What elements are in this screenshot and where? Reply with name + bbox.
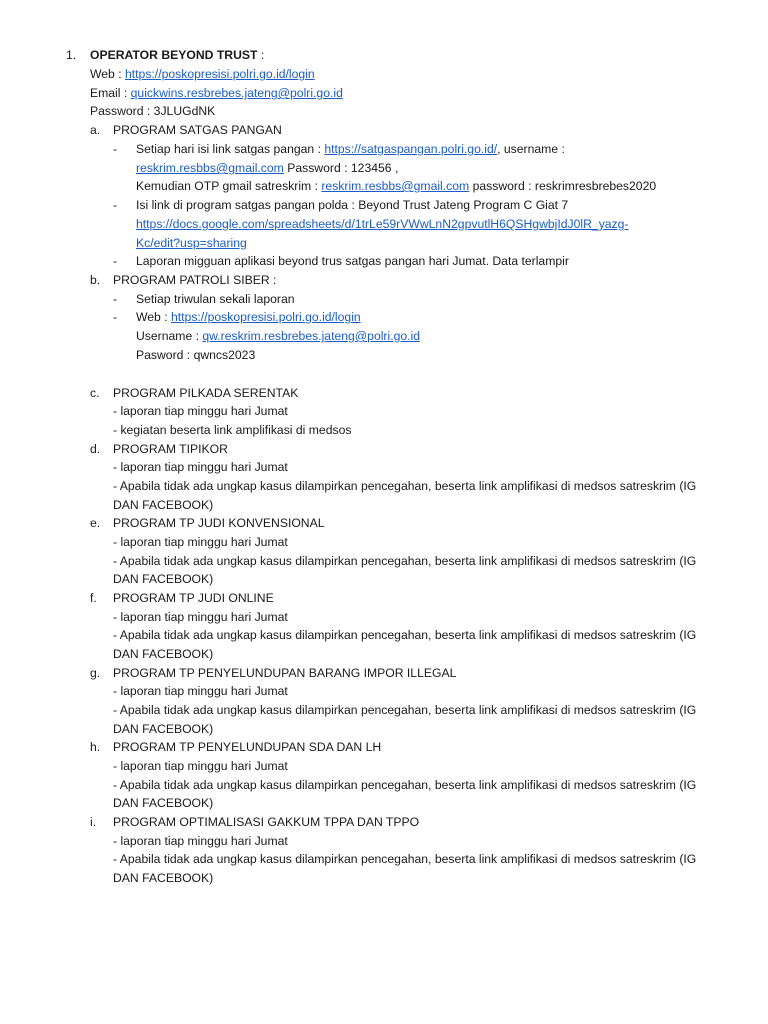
section-i-title: PROGRAM OPTIMALISASI GAKKUM TPPA DAN TPPO	[113, 815, 420, 829]
program-line: - Apabila tidak ada ungkap kasus dilampirkan pencegahan, beserta link amplifikasi di medsos satreskrim (IG	[113, 852, 697, 866]
username-label: Username :	[136, 329, 203, 343]
program-line: - laporan tiap minggu hari Jumat	[113, 535, 288, 549]
spreadsheet-link[interactable]: https://docs.google.com/spreadsheets/d/1trLe59rVWwLnN2gpvutlH6QSHgwbjIdJ0lR_yazg-	[136, 217, 629, 231]
section-c-line: - kegiatan beserta link amplifikasi di medsos	[113, 423, 352, 437]
operator-web-link[interactable]: https://poskopresisi.polri.go.id/login	[125, 67, 315, 81]
triwulan-text: Setiap triwulan sekali laporan	[136, 292, 295, 306]
operator-heading	[90, 46, 264, 64]
satgas-link-prefix: Setiap hari isi link satgas pangan :	[136, 142, 325, 156]
program-line: - Apabila tidak ada ungkap kasus dilampirkan pencegahan, beserta link amplifikasi di medsos satreskrim (IG	[113, 479, 697, 493]
operator-email-link[interactable]: quickwins.resbrebes.jateng@polri.go.id	[130, 86, 343, 100]
otp-prefix: Kemudian OTP gmail satreskrim :	[136, 179, 322, 193]
spreadsheet-link-continued[interactable]: Kc/edit?usp=sharing	[136, 236, 247, 250]
program-line: DAN FACEBOOK)	[113, 647, 214, 661]
program-line: - laporan tiap minggu hari Jumat	[113, 684, 288, 698]
satgas-username-link[interactable]: reskrim.resbbs@gmail.com	[136, 161, 284, 175]
otp-password-text: password : reskrimresbrebes2020	[469, 179, 657, 193]
bullet-dash: -	[113, 310, 118, 324]
section-d-title: PROGRAM TIPIKOR	[113, 442, 228, 456]
operator-password-line: Password : 3JLUGdNK	[90, 104, 216, 118]
list-number: 1.	[66, 48, 77, 62]
operator-title-suffix: :	[257, 48, 265, 62]
program-line: - laporan tiap minggu hari Jumat	[113, 834, 288, 848]
list-letter: e.	[90, 516, 101, 530]
section-c-line: - laporan tiap minggu hari Jumat	[113, 404, 288, 418]
satgas-link-line	[136, 140, 565, 158]
program-line: DAN FACEBOOK)	[113, 871, 214, 885]
polda-program-text: Isi link di program satgas pangan polda : Beyond Trust Jateng Program C Giat 7	[136, 198, 569, 212]
satgas-otp-line	[136, 177, 656, 195]
satgas-pangan-link[interactable]: https://satgaspangan.polri.go.id/	[324, 142, 498, 156]
section-c-title: PROGRAM PILKADA SERENTAK	[113, 386, 299, 400]
list-letter: a.	[90, 123, 101, 137]
list-letter: g.	[90, 666, 101, 680]
section-b-title: PROGRAM PATROLI SIBER :	[113, 273, 277, 287]
satgas-password-text: Password : 123456 ,	[283, 161, 399, 175]
section-h-title: PROGRAM TP PENYELUNDUPAN SDA DAN LH	[113, 740, 382, 754]
section-e-title: PROGRAM TP JUDI KONVENSIONAL	[113, 516, 325, 530]
program-line: DAN FACEBOOK)	[113, 796, 214, 810]
program-line: - Apabila tidak ada ungkap kasus dilampirkan pencegahan, beserta link amplifikasi di medsos satreskrim (IG	[113, 554, 697, 568]
program-line: - laporan tiap minggu hari Jumat	[113, 759, 288, 773]
bullet-dash: -	[113, 292, 118, 306]
patroli-password-line: Pasword : qwncs2023	[136, 348, 256, 362]
program-line: - laporan tiap minggu hari Jumat	[113, 610, 288, 624]
bullet-dash: -	[113, 198, 118, 212]
patroli-username-link[interactable]: qw.reskrim.resbrebes.jateng@polri.go.id	[202, 329, 421, 343]
operator-title: OPERATOR BEYOND TRUST	[90, 48, 258, 62]
program-line: DAN FACEBOOK)	[113, 498, 214, 512]
program-line: DAN FACEBOOK)	[113, 572, 214, 586]
patroli-web-line	[136, 308, 361, 326]
operator-email-line	[90, 84, 343, 102]
web-label: Web :	[90, 67, 125, 81]
list-letter: h.	[90, 740, 101, 754]
section-a-title: PROGRAM SATGAS PANGAN	[113, 123, 282, 137]
section-f-title: PROGRAM TP JUDI ONLINE	[113, 591, 274, 605]
web-label: Web :	[136, 310, 171, 324]
bullet-dash: -	[113, 254, 118, 268]
program-line: - Apabila tidak ada ungkap kasus dilampirkan pencegahan, beserta link amplifikasi di medsos satreskrim (IG	[113, 628, 697, 642]
patroli-web-link[interactable]: https://poskopresisi.polri.go.id/login	[171, 310, 361, 324]
list-letter: b.	[90, 273, 101, 287]
program-line: DAN FACEBOOK)	[113, 722, 214, 736]
list-letter: c.	[90, 386, 100, 400]
bullet-dash: -	[113, 142, 118, 156]
program-line: - Apabila tidak ada ungkap kasus dilampirkan pencegahan, beserta link amplifikasi di medsos satreskrim (IG	[113, 703, 697, 717]
list-letter: f.	[90, 591, 97, 605]
otp-email-link[interactable]: reskrim.resbbs@gmail.com	[321, 179, 470, 193]
list-letter: d.	[90, 442, 101, 456]
patroli-username-line	[136, 327, 420, 345]
program-line: - laporan tiap minggu hari Jumat	[113, 460, 288, 474]
spreadsheet-link-line-2	[136, 234, 247, 252]
program-line: - Apabila tidak ada ungkap kasus dilampirkan pencegahan, beserta link amplifikasi di medsos satreskrim (IG	[113, 778, 697, 792]
spreadsheet-link-line	[136, 215, 629, 233]
operator-web-line	[90, 65, 315, 83]
list-letter: i.	[90, 815, 97, 829]
satgas-credentials-line	[136, 159, 398, 177]
email-label: Email :	[90, 86, 131, 100]
section-g-title: PROGRAM TP PENYELUNDUPAN BARANG IMPOR ILLEGAL	[113, 666, 457, 680]
satgas-username-label: , username :	[497, 142, 565, 156]
weekly-report-text: Laporan migguan aplikasi beyond trus satgas pangan hari Jumat. Data terlampir	[136, 254, 569, 268]
